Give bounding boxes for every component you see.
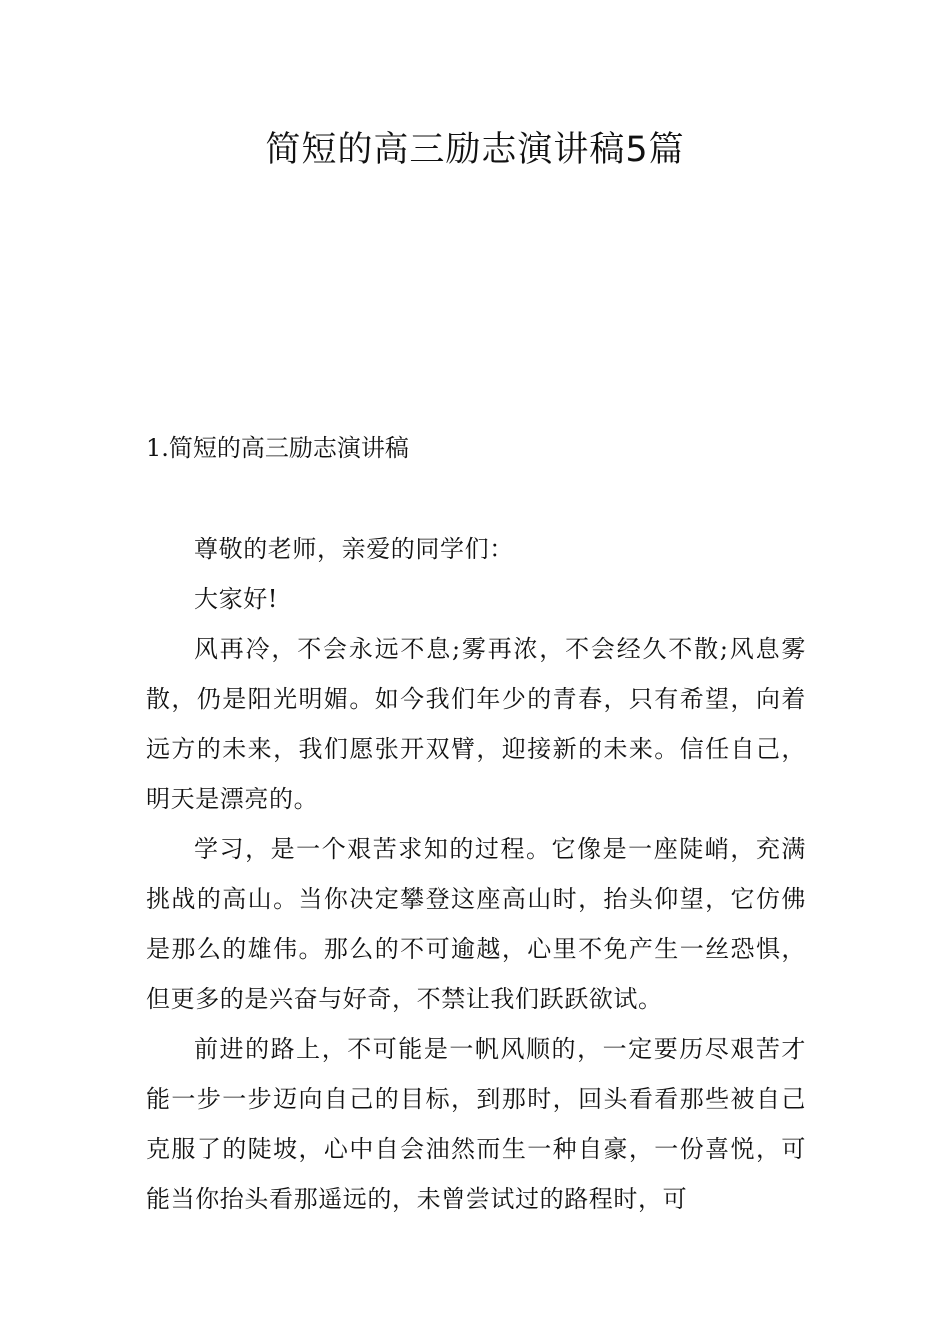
section-heading: 1.简短的高三励志演讲稿 [146,434,409,462]
greeting: 大家好! [194,585,279,613]
speech-body [146,524,806,1224]
paragraph: 风再冷，不会永远不息;雾再浓，不会经久不散;风息雾散，仍是阳光明媚。如今我们年少的青春，只有希望，向着远方的未来，我们愿张开双臂，迎接新的未来。信任自己，明天是漂亮的。 [146,635,806,813]
document-title: 简短的高三励志演讲稿5篇 [265,130,685,170]
paragraph: 学习，是一个艰苦求知的过程。它像是一座陡峭，充满挑战的高山。当你决定攀登这座高山时，抬头仰望，它仿佛是那么的雄伟。那么的不可逾越，心里不免产生一丝恐惧，但更多的是兴奋与好奇，不禁让我们跃跃欲试。 [146,835,806,1013]
paragraph: 前进的路上，不可能是一帆风顺的，一定要历尽艰苦才能一步一步迈向自己的目标，到那时，回头看看那些被自己克服了的陡坡，心中自会油然而生一种自豪，一份喜悦，可能当你抬头看那遥远的，未曾尝试过的路程时，可 [146,1035,806,1213]
salutation: 尊敬的老师，亲爱的同学们： [194,535,514,563]
